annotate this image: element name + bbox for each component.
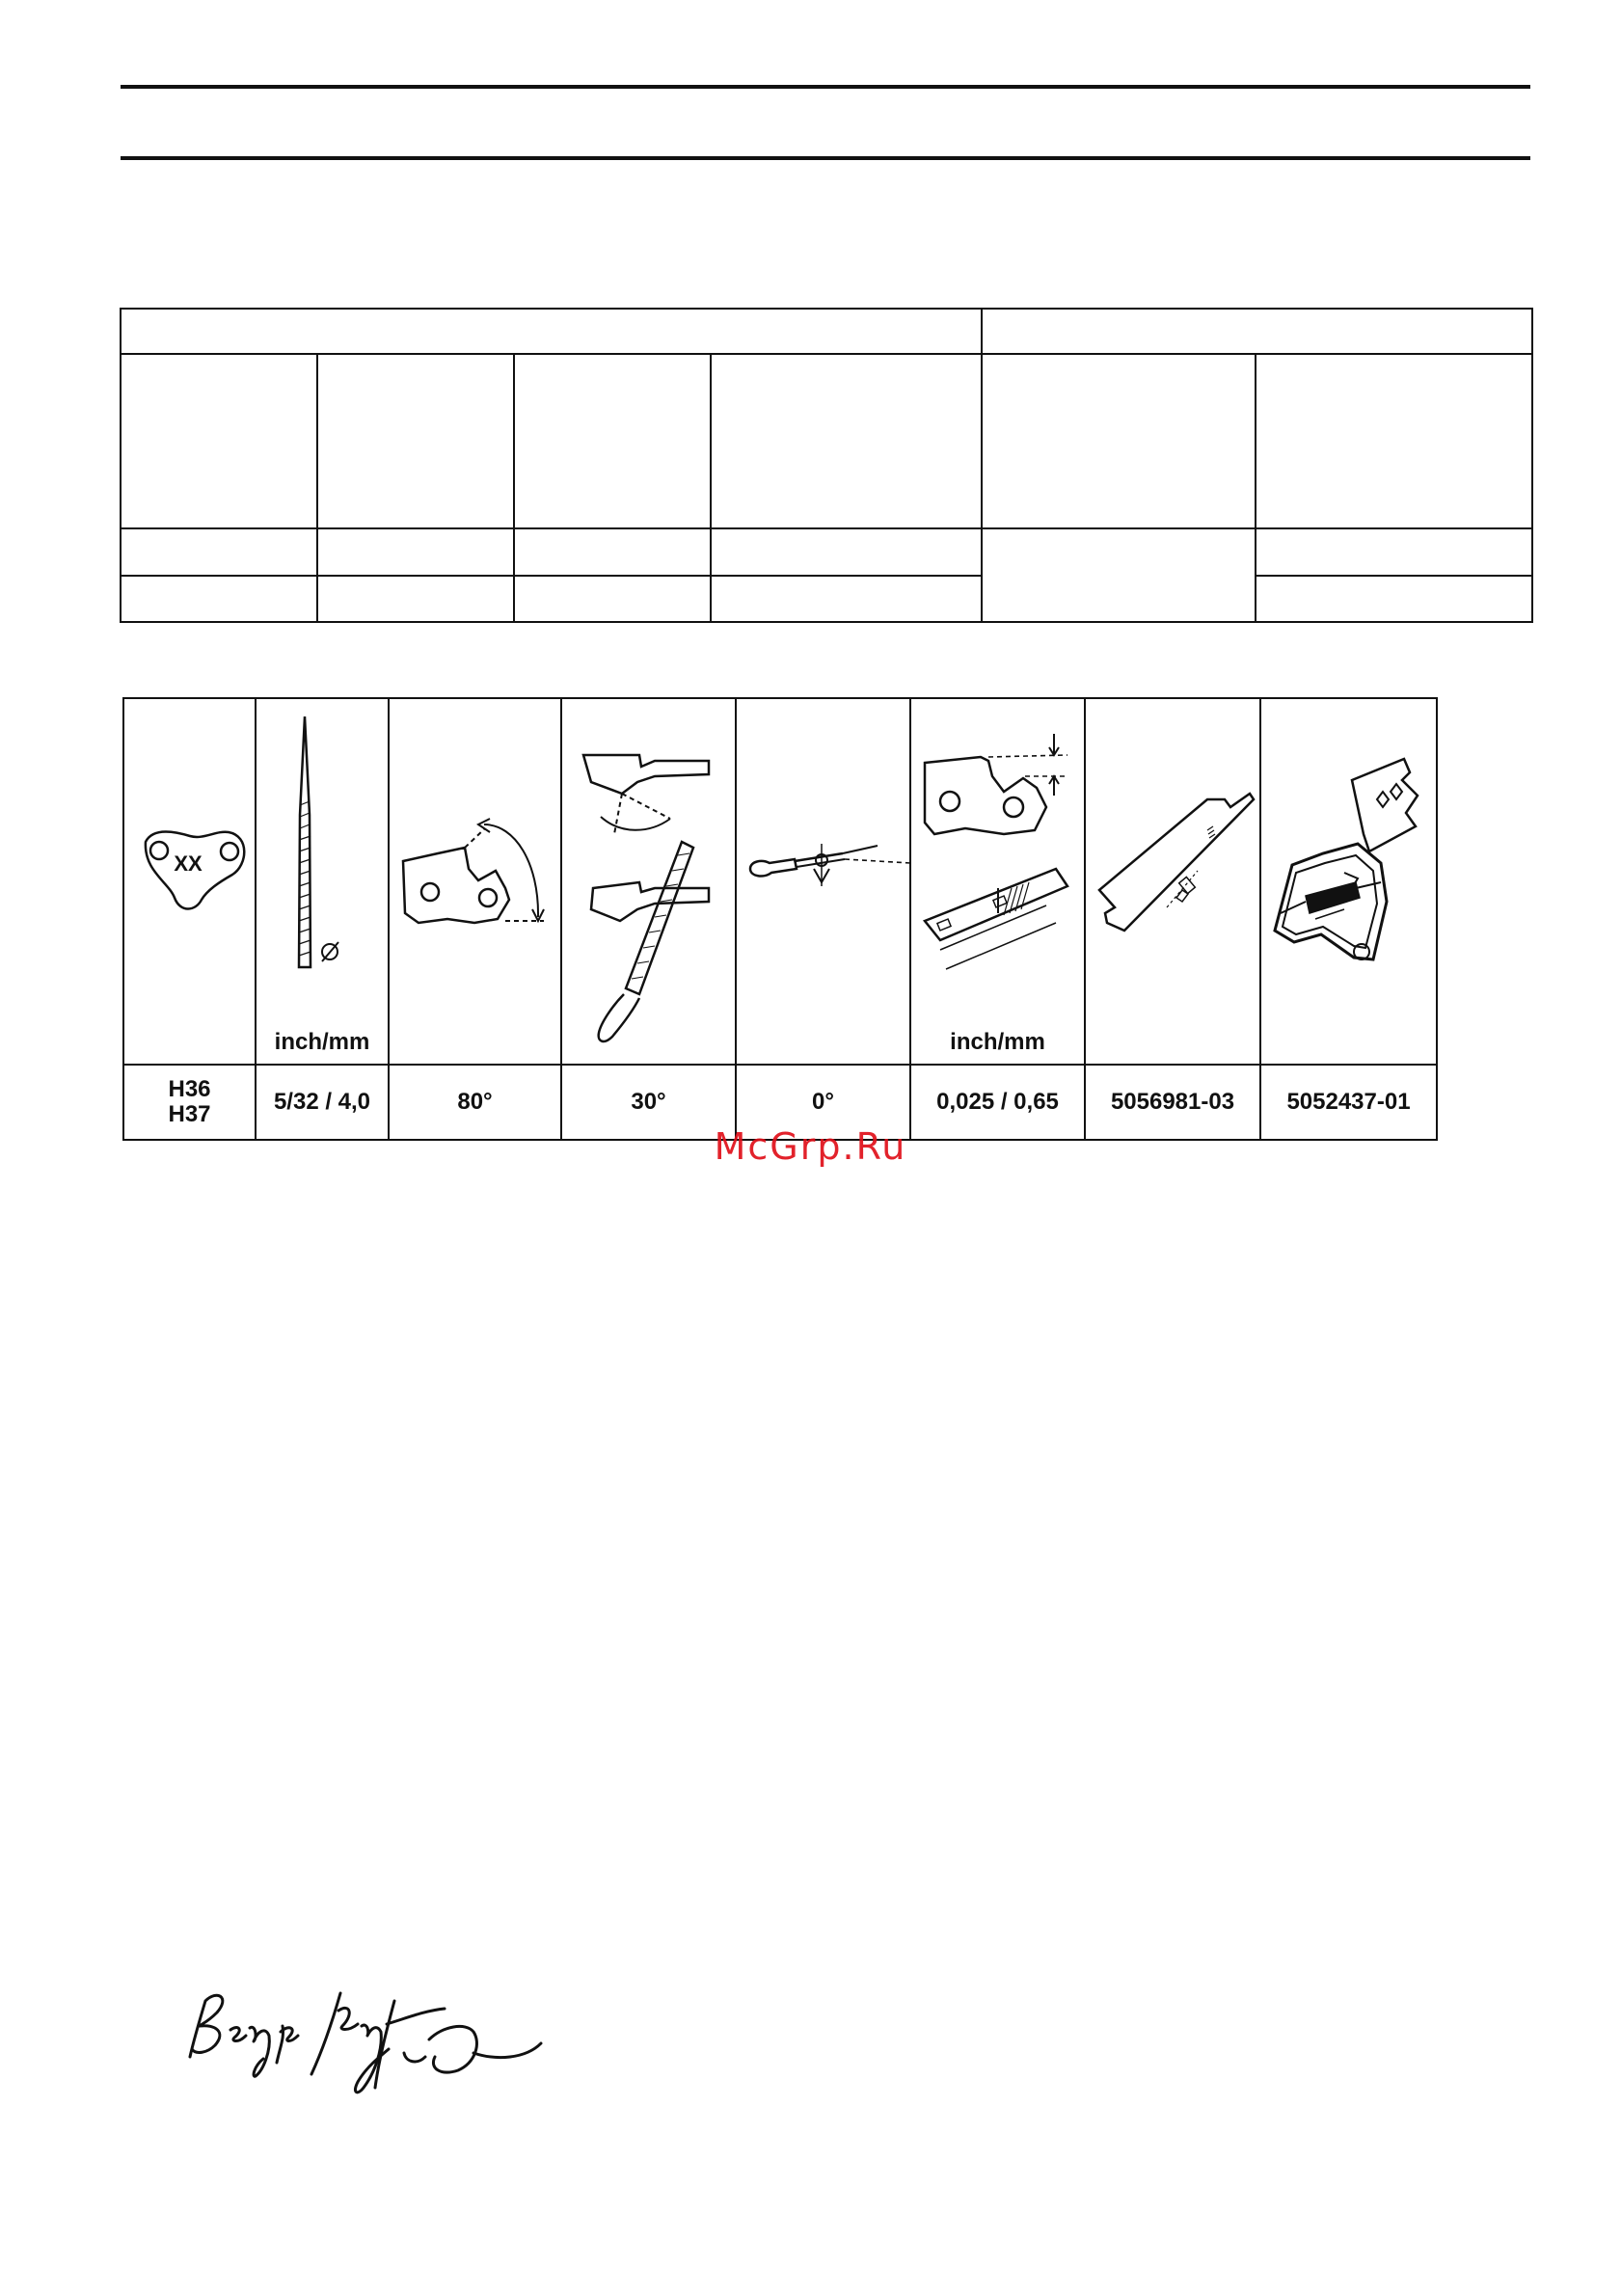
gauge-plate-figure-cell [1085,698,1260,1065]
cutter-angle-80-icon [390,699,562,1064]
spec-grid-cell [121,576,317,622]
depth-gauge-icon [911,699,1086,1064]
tilt-angle-cell: 0° [736,1065,910,1140]
side-plate-angle-cell: 30° [561,1065,736,1140]
top-plate-angle-cell: 80° [389,1065,561,1140]
spec-grid-cell [711,528,982,575]
spec-grid-cell [121,528,317,575]
spec-grid-cell [514,528,711,575]
depth-gauge-setting-cell: 0,025 / 0,65 [910,1065,1085,1140]
file-unit-label: inch/mm [274,1029,370,1055]
file-guide-part-number-cell: 5052437-01 [1260,1065,1437,1140]
chain-link-marking-icon [124,699,257,1064]
spec-grid-cell [317,576,514,622]
chain-link-figure-cell [123,698,256,1065]
spec-grid-cell [1256,528,1532,575]
spec-grid-cell [514,354,711,528]
spec-grid-cell [1256,576,1532,622]
spec-grid-header-right [982,309,1532,354]
round-file-icon [257,699,390,1064]
file-holder-tilt-icon [737,699,911,1064]
svg-text:XX: XX [174,851,203,876]
file-angle-30-icon [562,699,737,1064]
depth-gauge-unit-label: inch/mm [950,1029,1045,1055]
sharpening-table [122,697,1438,1141]
spec-grid-cell [121,354,317,528]
watermark-text: McGrp.Ru [714,1125,907,1168]
spec-grid-cell [514,576,711,622]
gauge-tool-part-number-cell: 5056981-03 [1085,1065,1260,1140]
top-plate-angle-figure-cell [389,698,561,1065]
handwritten-signature [188,1982,545,2117]
spec-grid-cell [711,576,982,622]
file-size-cell: 5/32 / 4,0 [256,1065,389,1140]
chain-code-h36: H36 [168,1076,211,1102]
spec-grid-cell-merged [982,528,1256,622]
spec-grid-cell [317,354,514,528]
chain-code-h37: H37 [168,1101,211,1127]
spec-grid-cell [982,354,1256,528]
spec-grid-cell [1256,354,1532,528]
round-file-figure-cell [256,698,389,1065]
spec-grid-table [120,308,1533,623]
flat-gauge-plate-icon [1086,699,1261,1064]
header-rule-top [121,85,1530,89]
file-guide-tool-icon [1261,699,1438,1064]
depth-gauge-figure-cell [910,698,1085,1065]
spec-grid-header-left [121,309,982,354]
spec-grid-cell [317,528,514,575]
tilt-angle-figure-cell [736,698,910,1065]
spec-grid-cell [711,354,982,528]
header-rule-bottom [121,156,1530,160]
side-plate-angle-figure-cell [561,698,736,1065]
file-guide-figure-cell [1260,698,1437,1065]
